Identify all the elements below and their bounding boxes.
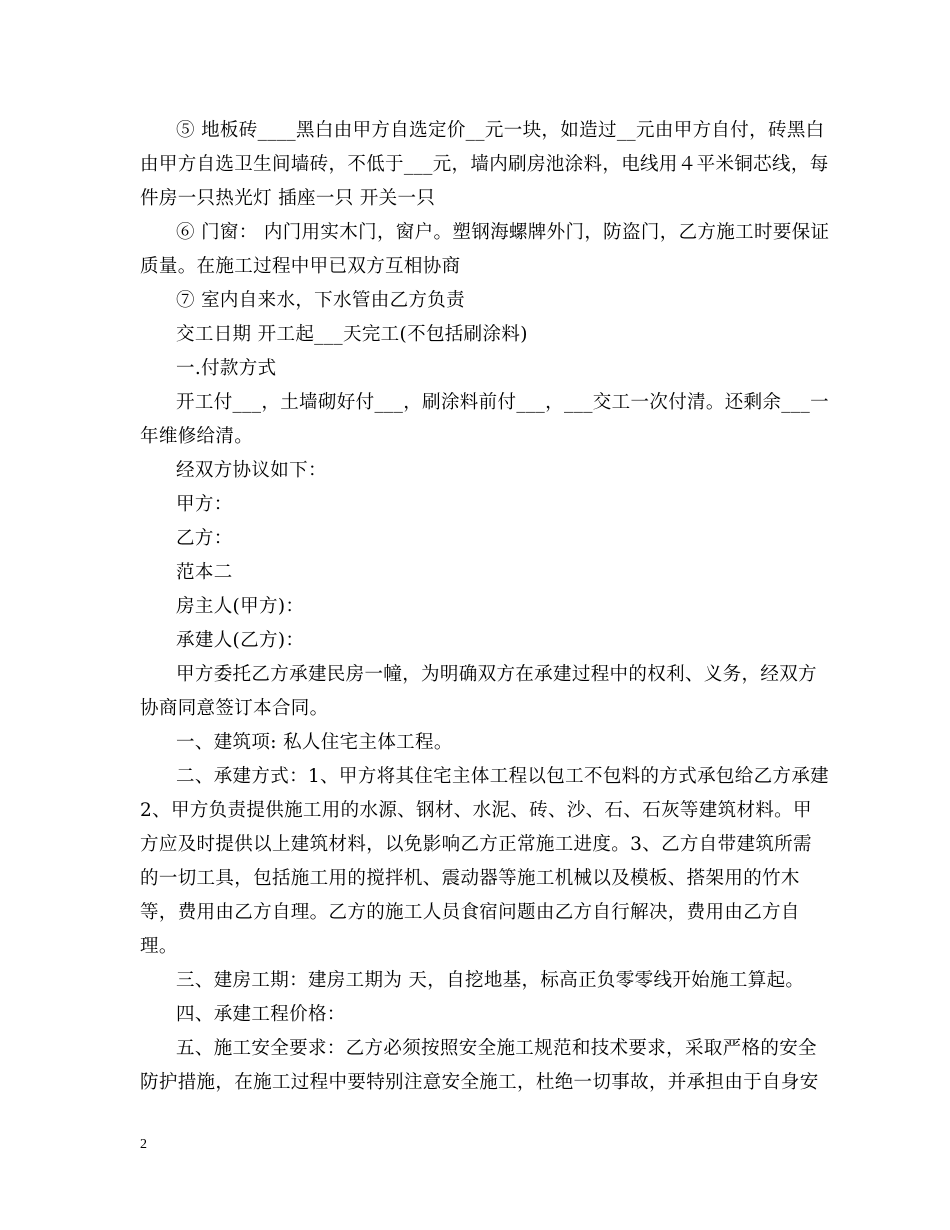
paragraph-doors-windows: ⑥ 门窗： 内门用实木门，窗户。塑钢海螺牌外门，防盗门，乙方施工时要保证质量。在施工过程中甲已双方互相协商 (140, 222, 830, 277)
section-safety-requirements: 五、施工安全要求：乙方必须按照安全施工规范和技术要求，采取严格的安全防护措施，在施工过程中要特别注意安全施工，杜绝一切事故，并承担由于自身安 (140, 1038, 819, 1093)
party-a-line: 甲方： (176, 494, 233, 515)
paragraph-payment-terms: 开工付___，土墙砌好付___，刷涂料前付___，___交工一次付清。还剩余___一年维修给清。 (140, 392, 829, 447)
paragraph-contract-intro: 甲方委托乙方承建民房一幢，为明确双方在承建过程中的权利、义务，经双方协商同意签订本合同。 (140, 664, 817, 719)
page-number: 2 (140, 1137, 147, 1152)
section-building-item: 一、建筑项: 私人住宅主体工程。 (176, 732, 453, 753)
paragraph-completion-date: 交工日期 开工起___天完工(不包括刷涂料) (176, 324, 528, 345)
paragraph-floor-tiles: ⑤ 地板砖____黑白由甲方自选定价__元一块，如造过__元由甲方自付，砖黑白由甲方自选卫生间墙砖，不低于___元，墙内刷房池涂料，电线用４平米铜芯线，每件房一只热光灯 插座一只 开关一只 (140, 120, 829, 209)
section-project-price: 四、承建工程价格： (176, 1004, 346, 1025)
section-contract-method: 二、承建方式：1、甲方将其住宅主体工程以包工不包料的方式承包给乙方承建 2、甲方负责提供施工用的水源、钢材、水泥、砖、沙、石、石灰等建筑材料。甲方应及时提供以上建筑材料，以免影响乙方正常施工进度。3、乙方自带建筑所需的一切工具，包括施工用的搅拌机、震动器等施工机械以及模板、搭架用的竹木等，费用由乙方自理。乙方的施工人员食宿问题由乙方自行解决，费用由乙方自理。 (140, 766, 836, 957)
paragraph-water-pipes: ⑦ 室内自来水，下水管由乙方负责 (176, 290, 465, 311)
heading-payment-method: 一.付款方式 (176, 358, 277, 379)
contractor-line: 承建人(乙方)： (176, 630, 305, 651)
party-b-line: 乙方： (176, 528, 233, 549)
paragraph-agreement: 经双方协议如下： (176, 460, 327, 481)
template-two-heading: 范本二 (176, 562, 233, 583)
document-body (140, 114, 836, 1100)
section-construction-period: 三、建房工期：建房工期为 天，自挖地基，标高正负零零线开始施工算起。 (176, 970, 805, 991)
homeowner-line: 房主人(甲方)： (176, 596, 305, 617)
